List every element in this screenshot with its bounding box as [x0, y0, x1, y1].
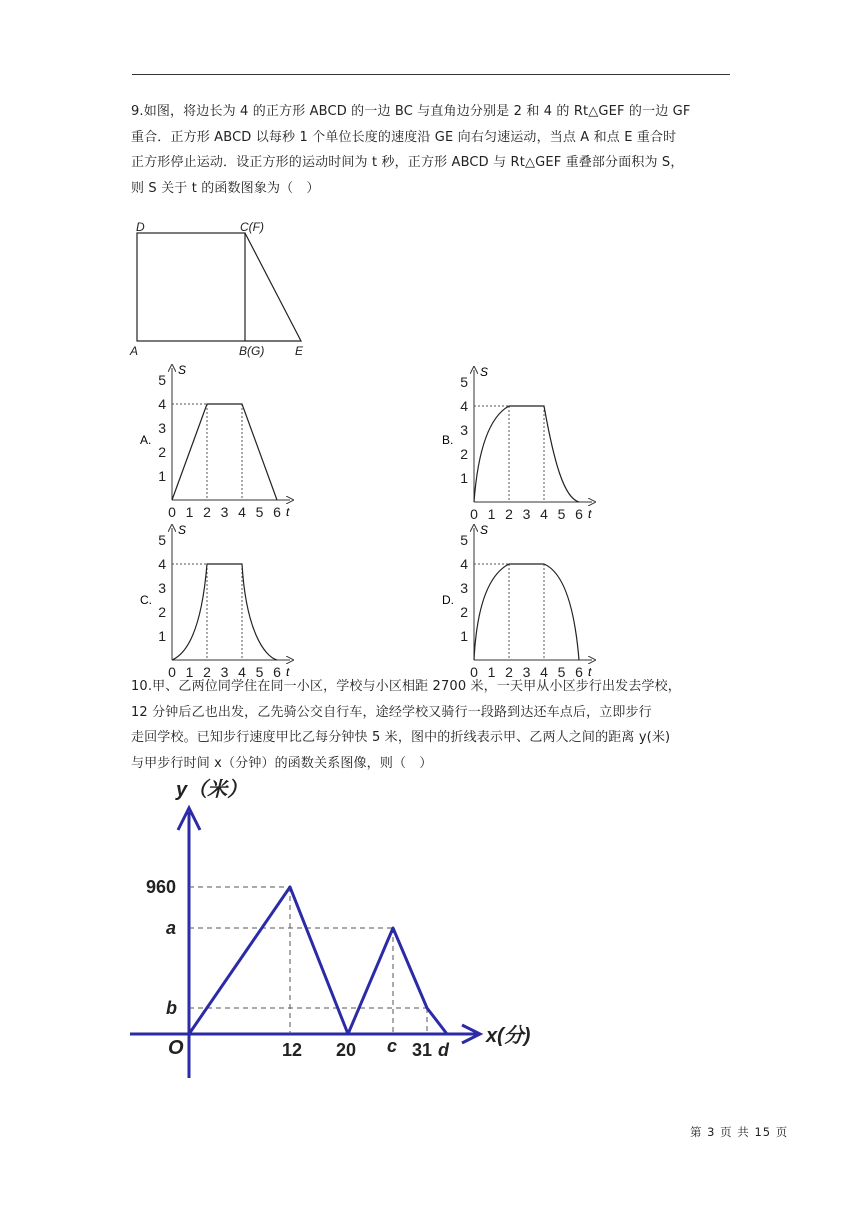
xtick: 1 [487, 506, 496, 522]
option-d-graph [442, 523, 592, 680]
option-c-graph [140, 523, 290, 680]
ytick: 1 [460, 470, 468, 486]
ytick: 5 [460, 374, 468, 390]
ytick: 3 [158, 580, 166, 596]
ytick: 3 [460, 422, 468, 438]
option-b-label: B. [442, 433, 454, 447]
ytick: 4 [460, 556, 468, 572]
axis-s: S [178, 363, 187, 377]
x-mark-20: 20 [336, 1040, 357, 1060]
q9-line-2: 重合．正方形 ABCD 以每秒 1 个单位长度的速度沿 GE 向右匀速运动，当点 A 和点 E 重合时 [131, 129, 677, 145]
ytick: 5 [460, 532, 468, 548]
option-b-graph [442, 365, 592, 522]
option-b-curve [474, 406, 579, 502]
y-mark-a: a [166, 918, 177, 938]
xtick: 3 [522, 506, 531, 522]
xtick: 6 [575, 664, 583, 680]
xtick: 4 [238, 664, 246, 680]
label-d: D [136, 220, 145, 234]
option-c-curve [172, 564, 277, 660]
graph-x-label: x(分) [486, 1025, 531, 1047]
q10-line-1: 10.甲、乙两位同学住在同一小区，学校与小区相距 2700 米，一天甲从小区步行出发去学校， [131, 679, 681, 694]
distance-polyline [189, 887, 447, 1034]
xtick: 2 [505, 506, 513, 522]
q10-line-2: 12 分钟后乙也出发，乙先骑公交自行车，途经学校又骑行一段路到达还车点后，立即步行 [131, 704, 652, 720]
xtick: 0 [168, 504, 176, 520]
ytick: 3 [460, 580, 468, 596]
page-footer: 第 3 页 共 15 页 [690, 1125, 789, 1139]
xtick: 5 [557, 506, 566, 522]
x-mark-31: 31 [412, 1040, 433, 1060]
xtick: 2 [505, 664, 513, 680]
xtick: 4 [238, 504, 246, 520]
axis-s: S [480, 523, 489, 537]
xtick: 2 [203, 504, 211, 520]
ytick: 2 [460, 446, 468, 462]
y-mark-b: b [166, 998, 177, 1018]
ytick: 4 [158, 556, 166, 572]
axis-s: S [480, 365, 489, 379]
label-e: E [295, 344, 304, 358]
xtick: 4 [540, 506, 548, 522]
option-a-curve [172, 404, 277, 500]
xtick: 6 [273, 664, 281, 680]
square-abcd [137, 233, 245, 341]
xtick: 5 [255, 664, 264, 680]
axis-s: S [178, 523, 187, 537]
axis-t: t [588, 665, 592, 679]
xtick: 3 [220, 504, 229, 520]
y-mark-960: 960 [146, 877, 177, 897]
ytick: 1 [158, 628, 166, 644]
xtick: 1 [185, 504, 194, 520]
q9-line-1: 9.如图，将边长为 4 的正方形 ABCD 的一边 BC 与直角边分别是 2 和 4 的 Rt△GEF 的一边 GF [131, 104, 691, 119]
ytick: 5 [158, 372, 166, 388]
ytick: 2 [460, 604, 468, 620]
x-mark-12: 12 [282, 1040, 303, 1060]
xtick: 1 [487, 664, 496, 680]
x-mark-d: d [438, 1040, 449, 1060]
ytick: 3 [158, 420, 166, 436]
xtick: 0 [470, 664, 478, 680]
option-d-label: D. [442, 593, 454, 607]
ytick: 5 [158, 532, 166, 548]
label-b-g: B(G) [239, 344, 265, 358]
x-mark-c: c [387, 1036, 398, 1056]
ytick: 1 [460, 628, 468, 644]
q9-line-4: 则 S 关于 t 的函数图象为（ ） [131, 180, 320, 196]
xtick: 5 [557, 664, 566, 680]
label-a: A [130, 344, 139, 358]
q9-line-3: 正方形停止运动．设正方形的运动时间为 t 秒，正方形 ABCD 与 Rt△GEF 重叠部分面积为 S， [131, 155, 684, 170]
xtick: 1 [185, 664, 194, 680]
origin-label: O [168, 1037, 184, 1059]
ytick: 1 [158, 468, 166, 484]
square-triangle-figure [137, 233, 301, 341]
xtick: 2 [203, 664, 211, 680]
xtick: 6 [575, 506, 583, 522]
xtick: 6 [273, 504, 281, 520]
question-10-text [131, 674, 731, 776]
ytick: 4 [460, 398, 468, 414]
xtick: 3 [220, 664, 229, 680]
xtick: 0 [168, 664, 176, 680]
xtick: 0 [470, 506, 478, 522]
axis-t: t [286, 665, 290, 679]
option-a-label: A. [140, 433, 152, 447]
q10-line-3: 走回学校。已知步行速度甲比乙每分钟快 5 米，图中的折线表示甲、乙两人之间的距离 y(米) [131, 730, 671, 745]
axis-t: t [286, 505, 290, 519]
graph-y-label: y（米） [176, 779, 248, 801]
ytick: 2 [158, 604, 166, 620]
option-d-curve [474, 564, 579, 660]
label-c-f: C(F) [240, 220, 264, 234]
option-c-label: C. [140, 593, 152, 607]
xtick: 4 [540, 664, 548, 680]
q10-line-4: 与甲步行时间 x（分钟）的函数关系图像，则（ ） [131, 755, 433, 771]
ytick: 4 [158, 396, 166, 412]
axis-t: t [588, 507, 592, 521]
xtick: 3 [522, 664, 531, 680]
xtick: 5 [255, 504, 264, 520]
right-triangle-gef [245, 233, 301, 341]
option-a-graph [140, 363, 290, 520]
ytick: 2 [158, 444, 166, 460]
distance-time-graph [130, 778, 531, 1078]
